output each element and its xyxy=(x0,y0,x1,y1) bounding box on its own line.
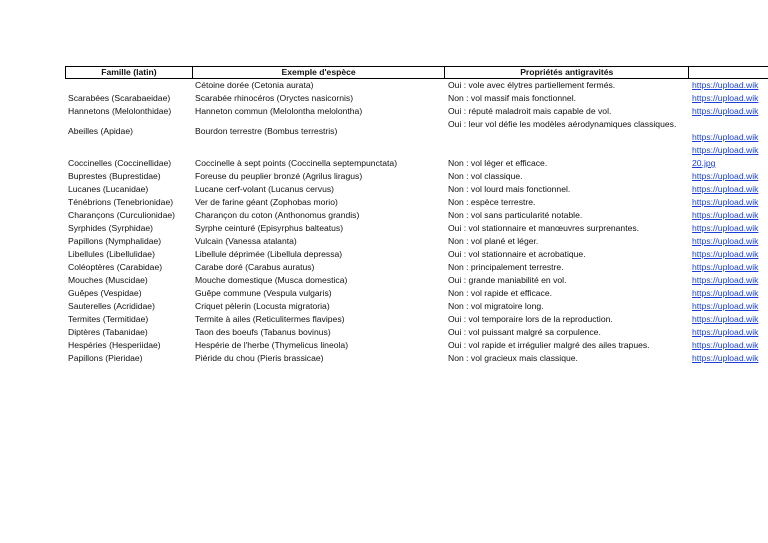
header-species: Exemple d'espèce xyxy=(193,67,446,78)
species-cell: Ver de farine géant (Zophobas morio) xyxy=(195,197,338,207)
species-cell: Taon des boeufs (Tabanus bovinus) xyxy=(195,327,331,337)
species-cell: Foreuse du peuplier bronzé (Agrilus liragus) xyxy=(195,171,363,181)
table-row xyxy=(65,313,768,326)
image-link[interactable]: https://upload.wik xyxy=(692,340,759,350)
family-cell: Papillons (Pieridae) xyxy=(68,353,143,363)
link-cell xyxy=(689,326,768,339)
family-cell: Papillons (Nymphalidae) xyxy=(68,236,162,246)
family-cell xyxy=(65,79,192,92)
table-row xyxy=(65,183,768,196)
table-row xyxy=(65,287,768,300)
image-link[interactable]: https://upload.wik xyxy=(692,171,759,181)
link-cell xyxy=(689,105,768,118)
species-cell: Termite à ailes (Reticulitermes flavipes) xyxy=(195,314,345,324)
image-link[interactable]: https://upload.wik xyxy=(692,301,759,311)
table-row xyxy=(65,339,768,352)
family-cell: Coléoptères (Carabidae) xyxy=(68,262,163,272)
family-cell: Hannetons (Melolonthidae) xyxy=(68,106,172,116)
species-cell: Mouche domestique (Musca domestica) xyxy=(195,275,348,285)
link-cell xyxy=(689,313,768,326)
family-cell: Coccinelles (Coccinellidae) xyxy=(68,158,172,168)
link-cell xyxy=(689,118,768,157)
table-row xyxy=(65,261,768,274)
link-cell xyxy=(689,79,768,92)
properties-cell: Oui : vol puissant malgré sa corpulence. xyxy=(448,327,601,337)
link-cell xyxy=(689,287,768,300)
image-link[interactable]: https://upload.wik xyxy=(692,132,759,142)
table-row xyxy=(65,92,768,105)
link-cell xyxy=(689,261,768,274)
table-row xyxy=(65,300,768,313)
table-row xyxy=(65,209,768,222)
image-link[interactable]: 20.jpg xyxy=(692,158,716,168)
image-link[interactable]: https://upload.wik xyxy=(692,288,759,298)
species-cell: Charançon du coton (Anthonomus grandis) xyxy=(195,210,360,220)
properties-cell: Non : vol léger et efficace. xyxy=(448,158,548,168)
table-body xyxy=(65,79,768,365)
properties-cell: Oui : vol stationnaire et manœuvres surprenantes. xyxy=(448,223,640,233)
species-cell: Criquet pèlerin (Locusta migratoria) xyxy=(195,301,330,311)
species-cell: Cétoine dorée (Cetonia aurata) xyxy=(195,80,314,90)
table-row xyxy=(65,196,768,209)
species-cell: Guêpe commune (Vespula vulgaris) xyxy=(195,288,332,298)
species-cell: Hanneton commun (Melolontha melolontha) xyxy=(195,106,363,116)
table-row xyxy=(65,235,768,248)
properties-cell: Oui : leur vol défie les modèles aérodynamiques classiques. xyxy=(448,119,677,129)
table-row xyxy=(65,248,768,261)
family-cell: Scarabées (Scarabaeidae) xyxy=(68,93,171,103)
family-cell: Termites (Termitidae) xyxy=(68,314,149,324)
image-link[interactable]: https://upload.wik xyxy=(692,223,759,233)
image-link[interactable]: https://upload.wik xyxy=(692,106,759,116)
table-header-row xyxy=(65,66,768,79)
image-link[interactable]: https://upload.wik xyxy=(692,197,759,207)
properties-cell: Oui : vol rapide et irrégulier malgré des ailes trapues. xyxy=(448,340,650,350)
properties-cell: Non : espèce terrestre. xyxy=(448,197,536,207)
species-cell: Bourdon terrestre (Bombus terrestris) xyxy=(195,126,338,136)
species-cell: Libellule déprimée (Libellula depressa) xyxy=(195,249,343,259)
link-cell xyxy=(689,248,768,261)
properties-cell: Non : vol gracieux mais classique. xyxy=(448,353,578,363)
family-cell: Ténébrions (Tenebrionidae) xyxy=(68,197,174,207)
header-family: Famille (latin) xyxy=(66,67,193,78)
properties-cell: Non : vol sans particularité notable. xyxy=(448,210,583,220)
properties-cell: Non : vol plané et léger. xyxy=(448,236,539,246)
family-cell: Hespéries (Hesperiidae) xyxy=(68,340,161,350)
table-row xyxy=(65,118,768,157)
species-cell: Carabe doré (Carabus auratus) xyxy=(195,262,315,272)
image-link[interactable]: https://upload.wik xyxy=(692,314,759,324)
species-cell: Lucane cerf-volant (Lucanus cervus) xyxy=(195,184,335,194)
image-link[interactable]: https://upload.wik xyxy=(692,236,759,246)
image-link[interactable]: https://upload.wik xyxy=(692,262,759,272)
properties-cell: Non : vol massif mais fonctionnel. xyxy=(448,93,577,103)
image-link[interactable]: https://upload.wik xyxy=(692,184,759,194)
link-cell xyxy=(689,339,768,352)
family-cell: Mouches (Muscidae) xyxy=(68,275,148,285)
table-row xyxy=(65,79,768,92)
link-cell xyxy=(689,209,768,222)
image-link[interactable]: https://upload.wik xyxy=(692,80,759,90)
species-cell: Piéride du chou (Pieris brassicae) xyxy=(195,353,324,363)
image-link[interactable]: https://upload.wik xyxy=(692,353,759,363)
image-link[interactable]: https://upload.wik xyxy=(692,327,759,337)
properties-cell: Oui : réputé maladroit mais capable de vol. xyxy=(448,106,612,116)
family-cell: Lucanes (Lucanidae) xyxy=(68,184,149,194)
table-row xyxy=(65,222,768,235)
family-cell: Buprestes (Buprestidae) xyxy=(68,171,161,181)
header-properties: Propriétés antigravités xyxy=(445,67,689,78)
link-cell xyxy=(689,300,768,313)
link-cell xyxy=(689,157,768,170)
properties-cell: Non : vol lourd mais fonctionnel. xyxy=(448,184,571,194)
link-cell xyxy=(689,222,768,235)
properties-cell: Non : vol migratoire long. xyxy=(448,301,544,311)
family-cell: Diptères (Tabanidae) xyxy=(68,327,148,337)
species-cell: Hespérie de l'herbe (Thymelicus lineola) xyxy=(195,340,349,350)
family-cell: Sauterelles (Acrididae) xyxy=(68,301,155,311)
properties-cell: Non : vol rapide et efficace. xyxy=(448,288,552,298)
properties-cell: Non : principalement terrestre. xyxy=(448,262,564,272)
link-cell xyxy=(689,352,768,365)
family-cell: Abeilles (Apidae) xyxy=(68,126,133,136)
table-row xyxy=(65,157,768,170)
image-link[interactable]: https://upload.wik xyxy=(692,210,759,220)
family-cell: Libellules (Libellulidae) xyxy=(68,249,155,259)
image-link[interactable]: https://upload.wik xyxy=(692,249,759,259)
table-row xyxy=(65,352,768,365)
table-row xyxy=(65,326,768,339)
image-link[interactable]: https://upload.wik xyxy=(692,145,759,155)
link-cell xyxy=(689,235,768,248)
link-cell xyxy=(689,170,768,183)
family-cell: Charançons (Curculionidae) xyxy=(68,210,175,220)
family-cell: Syrphides (Syrphidae) xyxy=(68,223,154,233)
properties-cell: Oui : grande maniabilité en vol. xyxy=(448,275,567,285)
species-cell: Vulcain (Vanessa atalanta) xyxy=(195,236,297,246)
properties-cell: Oui : vole avec élytres partiellement fermés. xyxy=(448,80,616,90)
species-cell: Syrphe ceinturé (Episyrphus balteatus) xyxy=(195,223,344,233)
link-cell xyxy=(689,183,768,196)
properties-cell: Oui : vol temporaire lors de la reproduction. xyxy=(448,314,613,324)
table-row xyxy=(65,170,768,183)
header-link xyxy=(689,67,768,78)
link-cell xyxy=(689,274,768,287)
species-cell: Coccinelle à sept points (Coccinella septempunctata) xyxy=(195,158,398,168)
spreadsheet-table xyxy=(65,66,768,365)
link-cell xyxy=(689,196,768,209)
table-row xyxy=(65,274,768,287)
image-link[interactable]: https://upload.wik xyxy=(692,275,759,285)
table-row xyxy=(65,105,768,118)
species-cell: Scarabée rhinocéros (Oryctes nasicornis) xyxy=(195,93,354,103)
family-cell: Guêpes (Vespidae) xyxy=(68,288,142,298)
image-link[interactable]: https://upload.wik xyxy=(692,93,759,103)
properties-cell: Non : vol classique. xyxy=(448,171,523,181)
link-cell xyxy=(689,92,768,105)
properties-cell: Oui : vol stationnaire et acrobatique. xyxy=(448,249,586,259)
